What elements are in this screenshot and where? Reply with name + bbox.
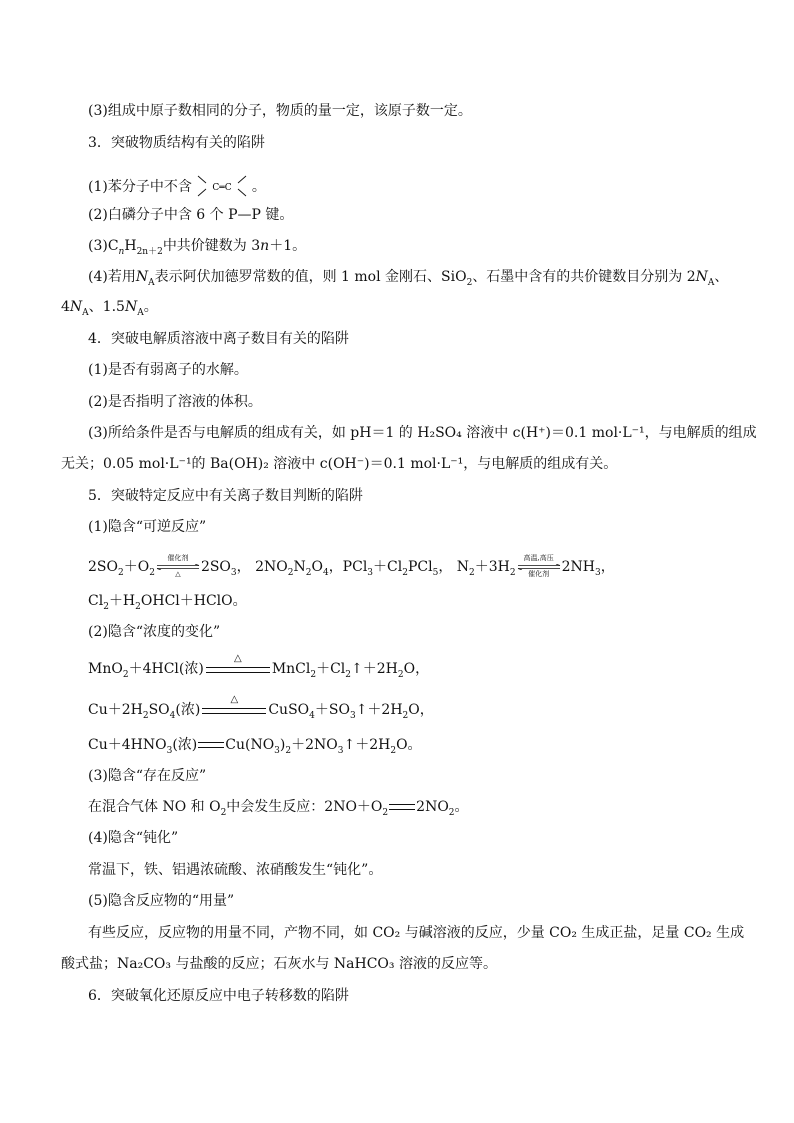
svg-text:C═C: C═C: [212, 183, 232, 193]
item-3-atoms-note: (3)组成中原子数相同的分子，物质的量一定，该原子数一定。: [88, 103, 472, 119]
equals-sign: [198, 742, 224, 748]
chlorine-water-line: $Cl_2+H_2OHCl+HClO$。: [88, 593, 247, 612]
benzene-line: [88, 172, 266, 202]
na-bond-line-2: $4N_A$、$1.5N_A$。: [61, 299, 158, 318]
volume-line: (2)是否指明了溶液的体积。: [88, 394, 262, 410]
electrolyte-line-1: (3)所给条件是否与电解质的组成有关，如 pH＝1 的 H₂SO₄ 溶液中 c(H⁺)＝0.1 mol·L⁻¹，与电解质的组成: [88, 425, 757, 441]
cc-double-bond-icon: [196, 172, 248, 202]
white-phosphorus-line: (2)白磷分子中含 6 个 P—P 键。: [88, 207, 294, 223]
passivation-text: 常温下，铁、铝遇浓硫酸、浓硝酸发生“钝化”。: [88, 862, 383, 878]
reversible-heading: (1)隐含“可逆反应”: [88, 519, 207, 535]
benzene-end: 。: [251, 179, 266, 195]
heat-equals-sign: △: [206, 662, 270, 676]
reversible-arrow-catalyst: 催化剂 △: [156, 560, 200, 574]
heat-equals-sign: △: [202, 703, 266, 717]
hydrolysis-line: (1)是否有弱离子的水解。: [88, 362, 248, 378]
electrolyte-line-2: 无关；0.05 mol·L⁻¹的 Ba(OH)₂ 溶液中 c(OH⁻)＝0.1 mol·L⁻¹，与电解质的组成有关。: [61, 456, 618, 472]
reversible-equations-line: $2SO_2+O_2$ 催化剂 △ $2SO_3$， $2NO_2N_2O_4$，$PCl_3+Cl_2PCl_5$， $N_2+3H_2$ 高温,高压 催化剂 $2NH_3$，: [88, 554, 615, 578]
section-heading-6: 6．突破氧化还原反应中电子转移数的陷阱: [88, 988, 349, 1004]
reversible-arrow-haber: 高温,高压 催化剂: [517, 560, 561, 574]
alkane-bond-line: $(3)C_nH_{2n+2}$中共价键数为 3n＋1。: [88, 238, 307, 257]
amount-heading: (5)隐含反应物的“用量”: [88, 893, 235, 909]
mno2-equation: MnO$_2$＋4HCl(浓) △ $MnCl_2+Cl_2↑+2H_2O$，: [88, 653, 430, 680]
section-heading-5: 5．突破特定反应中有关离子数目判断的陷阱: [88, 488, 363, 504]
amount-text-line-2: 酸式盐；Na₂CO₃ 与盐酸的反应；石灰水与 NaHCO₃ 溶液的反应等。: [61, 956, 497, 972]
equals-sign: [389, 804, 415, 810]
section-heading-4: 4．突破电解质溶液中离子数目有关的陷阱: [88, 331, 349, 347]
na-bond-line-1: (4)若用$N_A$表示阿伏加德罗常数的值，则 1 mol 金刚石、SiO$_2$、石墨中含有的共价键数目分别为 $2N_A$、: [88, 269, 729, 288]
cc-double-bond-structure: [196, 172, 248, 202]
cu-hno3-equation: $Cu+4HNO_3$(浓) $Cu(NO_3)_2+2NO_3↑+2H_2O$。: [88, 737, 422, 756]
no-o2-line: 在混合气体 NO 和 $O_2$中会发生反应：$2NO+O_2$ $2NO_2$。: [88, 799, 469, 818]
existing-reaction-heading: (3)隐含“存在反应”: [88, 768, 207, 784]
amount-text-line-1: 有些反应，反应物的用量不同，产物不同，如 CO₂ 与碱溶液的反应，少量 CO₂ 生成正盐，足量 CO₂ 生成: [88, 925, 745, 941]
cu-h2so4-equation: $Cu+2H_2SO_4$(浓) △ $CuSO_4+SO_3↑+2H_2O$，: [88, 694, 434, 721]
benzene-text: (1)苯分子中不含: [88, 179, 192, 195]
section-heading-3: 3．突破物质结构有关的陷阱: [88, 135, 265, 151]
passivation-heading: (4)隐含“钝化”: [88, 830, 179, 846]
concentration-heading: (2)隐含“浓度的变化”: [88, 624, 221, 640]
